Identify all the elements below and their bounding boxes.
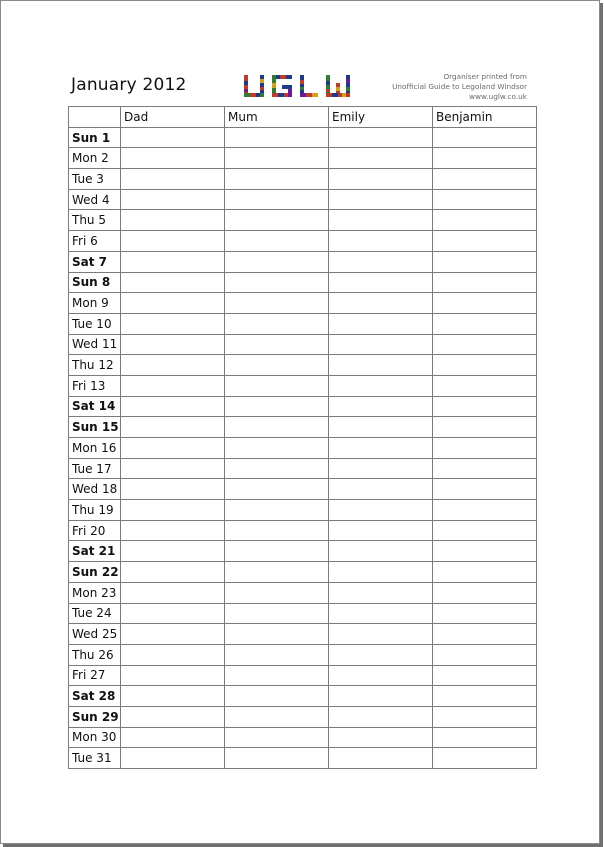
table-row bbox=[69, 603, 537, 624]
cell-dad[interactable] bbox=[121, 396, 225, 417]
cell-emily[interactable] bbox=[329, 665, 433, 686]
cell-emily[interactable] bbox=[329, 686, 433, 707]
cell-emily[interactable] bbox=[329, 355, 433, 376]
table-row bbox=[69, 417, 537, 438]
day-label: Wed 4 bbox=[69, 189, 121, 210]
table-row bbox=[69, 686, 537, 707]
day-label: Sat 21 bbox=[69, 541, 121, 562]
day-label: Sun 22 bbox=[69, 562, 121, 583]
cell-mum[interactable] bbox=[225, 644, 329, 665]
cell-dad[interactable] bbox=[121, 231, 225, 252]
day-label: Fri 13 bbox=[69, 375, 121, 396]
column-header-benjamin: Benjamin bbox=[433, 107, 537, 128]
cell-mum[interactable] bbox=[225, 396, 329, 417]
cell-benjamin[interactable] bbox=[433, 293, 537, 314]
cell-benjamin[interactable] bbox=[433, 562, 537, 583]
table-row bbox=[69, 334, 537, 355]
cell-emily[interactable] bbox=[329, 644, 433, 665]
day-label: Tue 3 bbox=[69, 169, 121, 190]
day-label: Sun 8 bbox=[69, 272, 121, 293]
cell-emily[interactable] bbox=[329, 727, 433, 748]
cell-emily[interactable] bbox=[329, 251, 433, 272]
logo-letter-w bbox=[326, 75, 350, 97]
day-label: Tue 17 bbox=[69, 458, 121, 479]
day-label: Tue 31 bbox=[69, 748, 121, 769]
day-label: Mon 9 bbox=[69, 293, 121, 314]
cell-benjamin[interactable] bbox=[433, 603, 537, 624]
table-row bbox=[69, 644, 537, 665]
cell-benjamin[interactable] bbox=[433, 479, 537, 500]
table-row bbox=[69, 624, 537, 645]
cell-mum[interactable] bbox=[225, 169, 329, 190]
cell-dad[interactable] bbox=[121, 665, 225, 686]
cell-mum[interactable] bbox=[225, 251, 329, 272]
day-label: Thu 5 bbox=[69, 210, 121, 231]
cell-dad[interactable] bbox=[121, 458, 225, 479]
cell-emily[interactable] bbox=[329, 624, 433, 645]
cell-mum[interactable] bbox=[225, 417, 329, 438]
cell-dad[interactable] bbox=[121, 189, 225, 210]
day-label: Sat 28 bbox=[69, 686, 121, 707]
cell-emily[interactable] bbox=[329, 748, 433, 769]
table-row bbox=[69, 293, 537, 314]
credit-line: Organiser printed from bbox=[443, 72, 527, 81]
cell-emily[interactable] bbox=[329, 272, 433, 293]
table-row bbox=[69, 189, 537, 210]
cell-emily[interactable] bbox=[329, 562, 433, 583]
cell-dad[interactable] bbox=[121, 748, 225, 769]
cell-mum[interactable] bbox=[225, 210, 329, 231]
cell-benjamin[interactable] bbox=[433, 355, 537, 376]
cell-dad[interactable] bbox=[121, 686, 225, 707]
cell-benjamin[interactable] bbox=[433, 231, 537, 252]
cell-benjamin[interactable] bbox=[433, 169, 537, 190]
cell-emily[interactable] bbox=[329, 148, 433, 169]
day-label: Sun 1 bbox=[69, 127, 121, 148]
column-header-mum: Mum bbox=[225, 107, 329, 128]
column-header-emily: Emily bbox=[329, 107, 433, 128]
cell-benjamin[interactable] bbox=[433, 396, 537, 417]
cell-emily[interactable] bbox=[329, 396, 433, 417]
cell-dad[interactable] bbox=[121, 169, 225, 190]
cell-mum[interactable] bbox=[225, 603, 329, 624]
page-title: January 2012 bbox=[71, 75, 187, 95]
table-row bbox=[69, 748, 537, 769]
table-row bbox=[69, 520, 537, 541]
table-row bbox=[69, 210, 537, 231]
cell-dad[interactable] bbox=[121, 313, 225, 334]
uglw-logo bbox=[242, 72, 354, 100]
cell-dad[interactable] bbox=[121, 706, 225, 727]
cell-emily[interactable] bbox=[329, 334, 433, 355]
header-row bbox=[69, 107, 537, 128]
cell-benjamin[interactable] bbox=[433, 500, 537, 521]
cell-mum[interactable] bbox=[225, 313, 329, 334]
table-row bbox=[69, 231, 537, 252]
cell-emily[interactable] bbox=[329, 603, 433, 624]
table-row bbox=[69, 251, 537, 272]
day-column-header bbox=[69, 107, 121, 128]
cell-mum[interactable] bbox=[225, 375, 329, 396]
cell-emily[interactable] bbox=[329, 520, 433, 541]
day-label: Sat 7 bbox=[69, 251, 121, 272]
cell-benjamin[interactable] bbox=[433, 644, 537, 665]
day-label: Mon 23 bbox=[69, 582, 121, 603]
cell-mum[interactable] bbox=[225, 189, 329, 210]
cell-benjamin[interactable] bbox=[433, 706, 537, 727]
cell-emily[interactable] bbox=[329, 706, 433, 727]
cell-dad[interactable] bbox=[121, 727, 225, 748]
cell-mum[interactable] bbox=[225, 334, 329, 355]
cell-emily[interactable] bbox=[329, 500, 433, 521]
cell-dad[interactable] bbox=[121, 355, 225, 376]
cell-dad[interactable] bbox=[121, 375, 225, 396]
table-row bbox=[69, 438, 537, 459]
organiser-credit bbox=[392, 72, 527, 102]
cell-benjamin[interactable] bbox=[433, 272, 537, 293]
cell-mum[interactable] bbox=[225, 438, 329, 459]
cell-benjamin[interactable] bbox=[433, 458, 537, 479]
cell-mum[interactable] bbox=[225, 458, 329, 479]
day-label: Sat 14 bbox=[69, 396, 121, 417]
organiser-table-body bbox=[69, 127, 537, 768]
table-row bbox=[69, 127, 537, 148]
day-label: Sun 15 bbox=[69, 417, 121, 438]
cell-emily[interactable] bbox=[329, 541, 433, 562]
cell-dad[interactable] bbox=[121, 127, 225, 148]
cell-dad[interactable] bbox=[121, 624, 225, 645]
table-row bbox=[69, 727, 537, 748]
cell-mum[interactable] bbox=[225, 272, 329, 293]
credit-line: Unofficial Guide to Legoland Windsor bbox=[392, 82, 527, 91]
cell-dad[interactable] bbox=[121, 562, 225, 583]
cell-mum[interactable] bbox=[225, 355, 329, 376]
cell-dad[interactable] bbox=[121, 520, 225, 541]
cell-emily[interactable] bbox=[329, 231, 433, 252]
day-label: Tue 24 bbox=[69, 603, 121, 624]
cell-dad[interactable] bbox=[121, 148, 225, 169]
cell-emily[interactable] bbox=[329, 210, 433, 231]
cell-dad[interactable] bbox=[121, 500, 225, 521]
cell-dad[interactable] bbox=[121, 541, 225, 562]
cell-emily[interactable] bbox=[329, 458, 433, 479]
cell-dad[interactable] bbox=[121, 603, 225, 624]
cell-mum[interactable] bbox=[225, 293, 329, 314]
cell-benjamin[interactable] bbox=[433, 748, 537, 769]
cell-benjamin[interactable] bbox=[433, 313, 537, 334]
cell-dad[interactable] bbox=[121, 479, 225, 500]
table-row bbox=[69, 272, 537, 293]
day-label: Fri 20 bbox=[69, 520, 121, 541]
logo-letter-g bbox=[272, 75, 292, 97]
cell-dad[interactable] bbox=[121, 582, 225, 603]
cell-emily[interactable] bbox=[329, 582, 433, 603]
cell-emily[interactable] bbox=[329, 293, 433, 314]
table-row bbox=[69, 582, 537, 603]
day-label: Tue 10 bbox=[69, 313, 121, 334]
cell-emily[interactable] bbox=[329, 313, 433, 334]
cell-dad[interactable] bbox=[121, 293, 225, 314]
table-row bbox=[69, 169, 537, 190]
day-label: Wed 18 bbox=[69, 479, 121, 500]
table-row bbox=[69, 500, 537, 521]
cell-mum[interactable] bbox=[225, 479, 329, 500]
cell-benjamin[interactable] bbox=[433, 686, 537, 707]
cell-dad[interactable] bbox=[121, 210, 225, 231]
cell-mum[interactable] bbox=[225, 748, 329, 769]
cell-emily[interactable] bbox=[329, 189, 433, 210]
cell-benjamin[interactable] bbox=[433, 375, 537, 396]
cell-benjamin[interactable] bbox=[433, 210, 537, 231]
cell-mum[interactable] bbox=[225, 127, 329, 148]
day-label: Mon 16 bbox=[69, 438, 121, 459]
cell-dad[interactable] bbox=[121, 272, 225, 293]
cell-mum[interactable] bbox=[225, 686, 329, 707]
cell-emily[interactable] bbox=[329, 417, 433, 438]
cell-benjamin[interactable] bbox=[433, 520, 537, 541]
logo-letter-u bbox=[244, 75, 264, 97]
table-row bbox=[69, 541, 537, 562]
table-row bbox=[69, 458, 537, 479]
day-label: Thu 26 bbox=[69, 644, 121, 665]
cell-benjamin[interactable] bbox=[433, 541, 537, 562]
cell-mum[interactable] bbox=[225, 727, 329, 748]
cell-mum[interactable] bbox=[225, 706, 329, 727]
cell-mum[interactable] bbox=[225, 665, 329, 686]
table-row bbox=[69, 148, 537, 169]
cell-benjamin[interactable] bbox=[433, 417, 537, 438]
cell-emily[interactable] bbox=[329, 438, 433, 459]
cell-mum[interactable] bbox=[225, 520, 329, 541]
cell-mum[interactable] bbox=[225, 500, 329, 521]
cell-emily[interactable] bbox=[329, 375, 433, 396]
day-label: Thu 12 bbox=[69, 355, 121, 376]
cell-benjamin[interactable] bbox=[433, 624, 537, 645]
cell-emily[interactable] bbox=[329, 479, 433, 500]
table-row bbox=[69, 375, 537, 396]
cell-emily[interactable] bbox=[329, 127, 433, 148]
day-label: Fri 27 bbox=[69, 665, 121, 686]
organiser-table bbox=[68, 106, 537, 769]
cell-benjamin[interactable] bbox=[433, 334, 537, 355]
cell-emily[interactable] bbox=[329, 169, 433, 190]
logo-letter-l bbox=[300, 75, 318, 97]
table-row bbox=[69, 562, 537, 583]
table-row bbox=[69, 479, 537, 500]
cell-benjamin[interactable] bbox=[433, 438, 537, 459]
cell-mum[interactable] bbox=[225, 624, 329, 645]
cell-dad[interactable] bbox=[121, 438, 225, 459]
day-label: Sun 29 bbox=[69, 706, 121, 727]
cell-mum[interactable] bbox=[225, 562, 329, 583]
credit-line: www.uglw.co.uk bbox=[469, 92, 527, 101]
day-label: Wed 25 bbox=[69, 624, 121, 645]
cell-benjamin[interactable] bbox=[433, 148, 537, 169]
cell-dad[interactable] bbox=[121, 417, 225, 438]
table-row bbox=[69, 396, 537, 417]
cell-mum[interactable] bbox=[225, 148, 329, 169]
cell-dad[interactable] bbox=[121, 334, 225, 355]
cell-benjamin[interactable] bbox=[433, 251, 537, 272]
cell-mum[interactable] bbox=[225, 231, 329, 252]
cell-dad[interactable] bbox=[121, 644, 225, 665]
day-label: Mon 2 bbox=[69, 148, 121, 169]
column-header-dad: Dad bbox=[121, 107, 225, 128]
cell-benjamin[interactable] bbox=[433, 582, 537, 603]
day-label: Mon 30 bbox=[69, 727, 121, 748]
day-label: Thu 19 bbox=[69, 500, 121, 521]
cell-benjamin[interactable] bbox=[433, 727, 537, 748]
cell-benjamin[interactable] bbox=[433, 665, 537, 686]
day-label: Wed 11 bbox=[69, 334, 121, 355]
cell-mum[interactable] bbox=[225, 541, 329, 562]
cell-benjamin[interactable] bbox=[433, 127, 537, 148]
cell-benjamin[interactable] bbox=[433, 189, 537, 210]
table-row bbox=[69, 355, 537, 376]
table-row bbox=[69, 706, 537, 727]
cell-dad[interactable] bbox=[121, 251, 225, 272]
cell-mum[interactable] bbox=[225, 582, 329, 603]
table-row bbox=[69, 665, 537, 686]
table-row bbox=[69, 313, 537, 334]
day-label: Fri 6 bbox=[69, 231, 121, 252]
